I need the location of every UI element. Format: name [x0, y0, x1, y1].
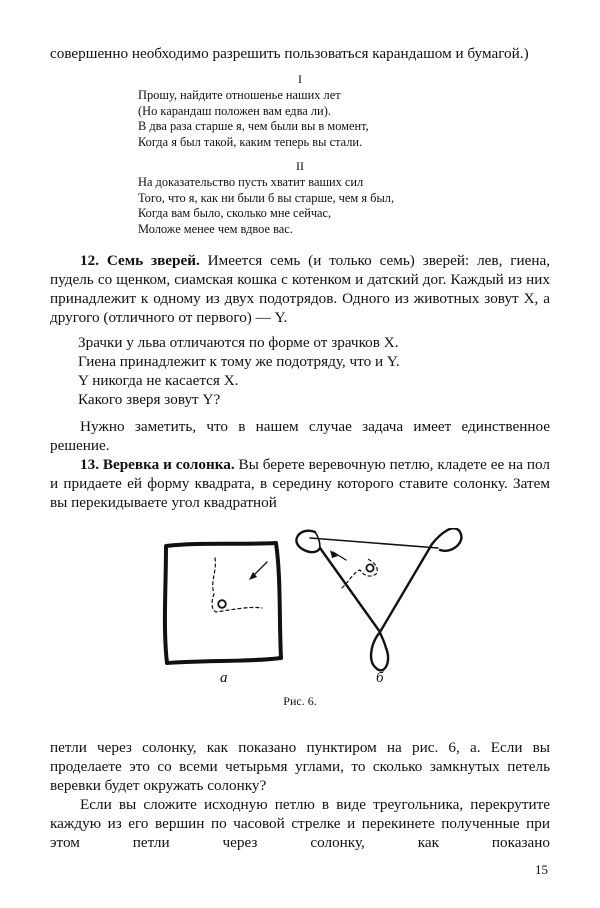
condition-line: Какого зверя зовут Y?: [78, 391, 221, 408]
problem12-conditions: [78, 333, 550, 409]
problem12-title: 12. Семь зверей.: [80, 252, 200, 269]
poem-line: Того, что я, как ни были б вы старше, чем я был,: [138, 190, 395, 205]
poem-part2: [138, 175, 550, 237]
problem13-paragraph: [50, 455, 550, 512]
poem-line: Когда я был такой, каким теперь вы стали.: [138, 134, 363, 149]
poem-line: На доказательство пусть хватит ваших сил: [138, 175, 364, 189]
figure-b-label: б: [376, 670, 384, 686]
figure-b-triangle-loop: [296, 528, 461, 670]
problem12-paragraph: [50, 251, 550, 327]
figure-caption: Рис. 6.: [283, 694, 317, 708]
poem-part2-label: II: [296, 159, 304, 173]
condition-line: Y никогда не касается X.: [78, 372, 239, 389]
poem-line: (Но карандаш положен вам едва ли).: [138, 103, 331, 118]
poem-line: Когда вам было, сколько мне сейчас,: [138, 206, 332, 220]
poem-line: В два раза старше я, чем были вы в момент,: [138, 119, 369, 133]
condition-line: Зрачки у льва отличаются по форме от зрачков X.: [78, 334, 399, 351]
page-body: [50, 44, 550, 852]
condition-line: Гиена принадлежит к тому же подотряду, что и Y.: [78, 353, 400, 370]
figure-a-label: а: [220, 670, 228, 686]
page-number: 15: [535, 862, 548, 877]
poem-part1: [138, 88, 550, 150]
problem12-note: Нужно заметить, что в нашем случае задача имеет единственное решение.: [50, 418, 550, 454]
poem-line: Моложе менее чем вдвое вас.: [138, 221, 293, 236]
problem13-text: Вы берете веревочную петлю, кладете ее на пол и придаете ей форму квадрата, в середину которого ставите солонку. Затем вы перекидываете угол квадратной: [50, 456, 550, 511]
intro-text: совершенно необходимо разрешить пользоваться карандашом и бумагой.): [50, 45, 529, 62]
problem12-text: Имеется семь (и только семь) зверей: лев, гиена, пудель со щенком, сиамская кошка с котенком и датский дог. Каждый из них принадлежит к одному из двух подотрядов. Одного из животных зовут X, а другого (отличного от первого) — Y.: [50, 252, 550, 326]
problem13-continued: петли через солонку, как показано пунктиром на рис. 6, а. Если вы проделаете это со всеми четырьмя углами, то сколько замкнутых петель веревки будет окружать солонку?: [50, 739, 550, 794]
problem13-next: Если вы сложите исходную петлю в виде треугольника, перекрутите каждую из его вершин по часовой стрелке и перекинете полученные при этом петли через солонку, как показано: [50, 796, 550, 851]
poem-line: Прошу, найдите отношенье наших лет: [138, 88, 341, 102]
figure-a-square-loop: [165, 543, 281, 663]
problem13-title: 13. Веревка и солонка.: [80, 456, 235, 473]
poem-part1-label: I: [298, 72, 302, 86]
figure-6: [50, 528, 550, 724]
